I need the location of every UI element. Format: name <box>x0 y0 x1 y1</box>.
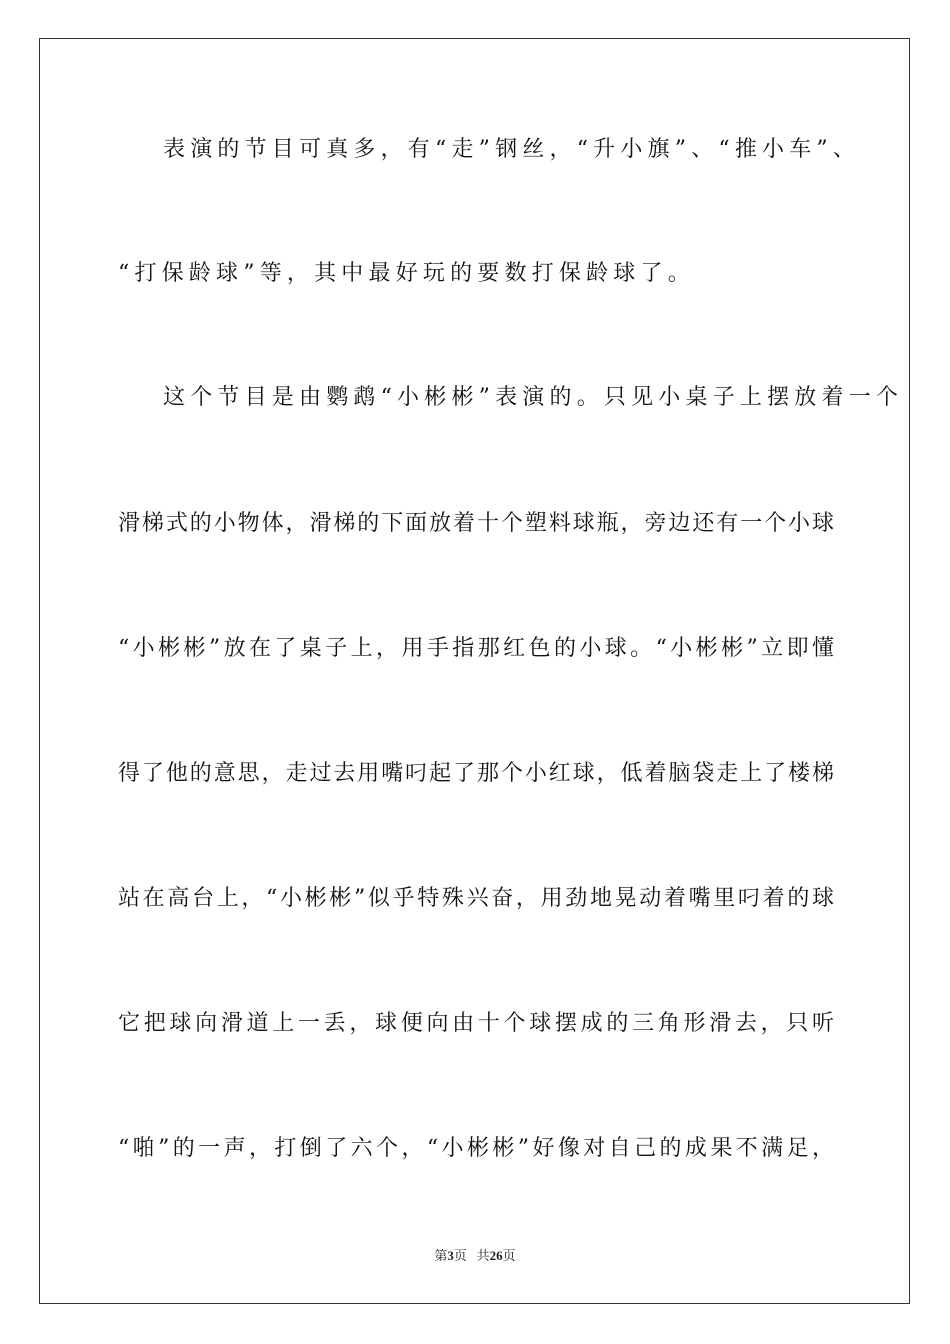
footer-total-pages: 26 <box>489 1248 503 1263</box>
body-line-4: 滑梯式的小物体，滑梯的下面放着十个塑料球瓶，旁边还有一个小球 <box>118 511 834 536</box>
page-footer <box>0 1247 950 1265</box>
body-line-1: 表演的节目可真多，有“走”钢丝，“升小旗”、“推小车”、 <box>163 137 861 162</box>
body-line-9: “啪”的一声，打倒了六个，“小彬彬”好像对自己的成果不满足， <box>118 1136 834 1161</box>
body-line-7: 站在高台上，“小彬彬”似乎特殊兴奋，用劲地晃动着嘴里叼着的球 <box>118 886 834 911</box>
footer-total-suffix: 页 <box>502 1248 516 1263</box>
body-line-6: 得了他的意思，走过去用嘴叼起了那个小红球，低着脑袋走上了楼梯 <box>118 761 834 786</box>
body-line-3: 这个节目是由鹦鹉“小彬彬”表演的。只见小桌子上摆放着一个 <box>163 385 904 410</box>
footer-total-prefix: 共 <box>476 1248 490 1263</box>
footer-page-number: 3 <box>447 1248 454 1263</box>
body-line-8: 它把球向滑道上一丢，球便向由十个球摆成的三角形滑去，只听 <box>118 1011 834 1036</box>
page-border <box>39 38 910 1304</box>
footer-page-prefix: 第 <box>434 1248 448 1263</box>
body-line-2: “打保龄球”等，其中最好玩的要数打保龄球了。 <box>118 261 695 286</box>
footer-page-suffix: 页 <box>453 1248 467 1263</box>
body-line-5: “小彬彬”放在了桌子上，用手指那红色的小球。“小彬彬”立即懂 <box>118 636 834 661</box>
